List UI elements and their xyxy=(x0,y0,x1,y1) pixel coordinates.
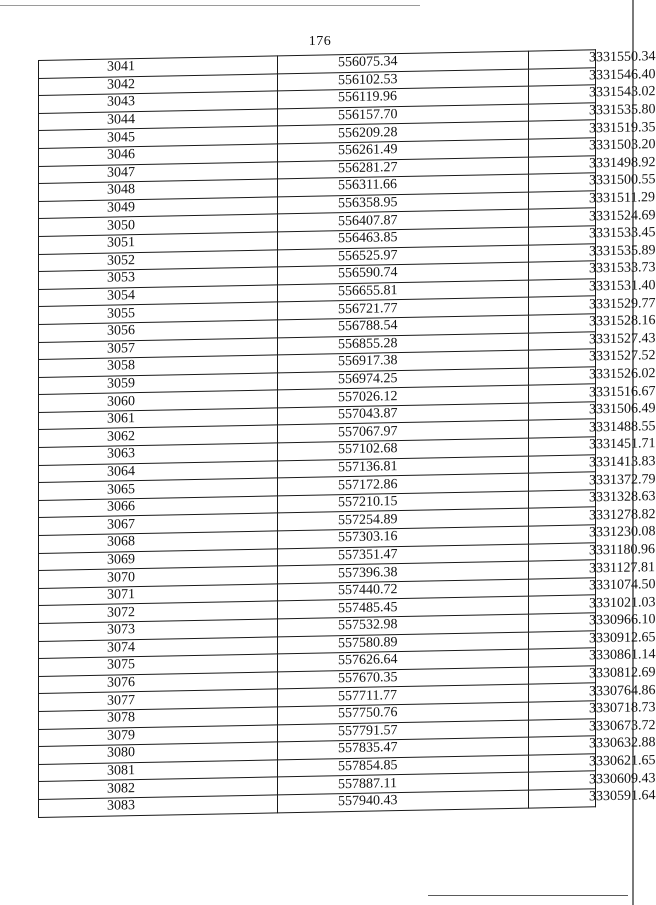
point-number-cell: 3064 xyxy=(39,461,278,483)
x-coordinate-cell: 557626.64 xyxy=(278,649,529,671)
y-coordinate-cell: 3331413.83 xyxy=(529,454,596,473)
point-number-cell: 3048 xyxy=(39,179,278,201)
x-coordinate-cell: 557485.45 xyxy=(278,596,529,618)
point-number-cell: 3043 xyxy=(39,91,278,113)
coordinate-table-body xyxy=(39,49,656,817)
point-number-cell: 3059 xyxy=(39,373,278,395)
y-coordinate-cell: 3331372.79 xyxy=(529,472,596,491)
y-coordinate-cell: 3331524.69 xyxy=(529,208,596,227)
y-coordinate-cell: 3330591.64 xyxy=(529,789,596,808)
x-coordinate-cell: 557067.97 xyxy=(278,421,529,443)
y-coordinate-cell: 3331074.50 xyxy=(529,578,596,597)
x-coordinate-cell: 556407.87 xyxy=(278,209,529,231)
y-coordinate-cell: 3331550.34 xyxy=(529,50,596,69)
point-number-cell: 3049 xyxy=(39,197,278,219)
point-number-cell: 3073 xyxy=(39,619,278,641)
x-coordinate-cell: 556358.95 xyxy=(278,192,529,214)
point-number-cell: 3056 xyxy=(39,320,278,342)
point-number-cell: 3057 xyxy=(39,337,278,359)
y-coordinate-cell: 3331535.80 xyxy=(529,103,596,122)
point-number-cell: 3071 xyxy=(39,584,278,606)
point-number-cell: 3058 xyxy=(39,355,278,377)
x-coordinate-cell: 557750.76 xyxy=(278,702,529,724)
x-coordinate-cell: 556525.97 xyxy=(278,245,529,267)
y-coordinate-cell: 3331533.73 xyxy=(529,261,596,280)
x-coordinate-cell: 556788.54 xyxy=(278,315,529,337)
x-coordinate-cell: 557210.15 xyxy=(278,491,529,513)
x-coordinate-cell: 557835.47 xyxy=(278,737,529,759)
y-coordinate-cell: 3331533.45 xyxy=(529,226,596,245)
point-number-cell: 3044 xyxy=(39,109,278,131)
point-number-cell: 3050 xyxy=(39,214,278,236)
x-coordinate-cell: 557440.72 xyxy=(278,579,529,601)
point-number-cell: 3052 xyxy=(39,249,278,271)
y-coordinate-cell: 3330718.73 xyxy=(529,701,596,720)
scan-top-line xyxy=(0,5,420,6)
y-coordinate-cell: 3331180.96 xyxy=(529,542,596,561)
point-number-cell: 3067 xyxy=(39,513,278,535)
x-coordinate-cell: 556590.74 xyxy=(278,262,529,284)
x-coordinate-cell: 556917.38 xyxy=(278,350,529,372)
point-number-cell: 3070 xyxy=(39,566,278,588)
x-coordinate-cell: 556102.53 xyxy=(278,69,529,91)
point-number-cell: 3076 xyxy=(39,672,278,694)
y-coordinate-cell: 3331528.16 xyxy=(529,314,596,333)
point-number-cell: 3068 xyxy=(39,531,278,553)
x-coordinate-cell: 556655.81 xyxy=(278,280,529,302)
point-number-cell: 3041 xyxy=(39,56,278,78)
y-coordinate-cell: 3330764.86 xyxy=(529,683,596,702)
x-coordinate-cell: 556261.49 xyxy=(278,139,529,161)
x-coordinate-cell: 557791.57 xyxy=(278,720,529,742)
y-coordinate-cell: 3330966.10 xyxy=(529,613,596,632)
footer-line xyxy=(428,895,628,896)
y-coordinate-cell: 3331230.08 xyxy=(529,525,596,544)
point-number-cell: 3046 xyxy=(39,144,278,166)
x-coordinate-cell: 556209.28 xyxy=(278,121,529,143)
y-coordinate-cell: 3331506.49 xyxy=(529,402,596,421)
y-coordinate-cell: 3331503.20 xyxy=(529,138,596,157)
y-coordinate-cell: 3331127.81 xyxy=(529,560,596,579)
point-number-cell: 3063 xyxy=(39,443,278,465)
point-number-cell: 3051 xyxy=(39,232,278,254)
point-number-cell: 3079 xyxy=(39,724,278,746)
x-coordinate-cell: 557043.87 xyxy=(278,403,529,425)
y-coordinate-cell: 3330632.88 xyxy=(529,736,596,755)
y-coordinate-cell: 3331500.55 xyxy=(529,173,596,192)
y-coordinate-cell: 3330609.43 xyxy=(529,771,596,790)
x-coordinate-cell: 557711.77 xyxy=(278,684,529,706)
x-coordinate-cell: 557351.47 xyxy=(278,544,529,566)
y-coordinate-cell: 3330912.65 xyxy=(529,630,596,649)
y-coordinate-cell: 3331546.40 xyxy=(529,67,596,86)
point-number-cell: 3069 xyxy=(39,549,278,571)
y-coordinate-cell: 3331488.55 xyxy=(529,419,596,438)
point-number-cell: 3055 xyxy=(39,302,278,324)
x-coordinate-cell: 557172.86 xyxy=(278,473,529,495)
point-number-cell: 3075 xyxy=(39,654,278,676)
x-coordinate-cell: 556974.25 xyxy=(278,368,529,390)
x-coordinate-cell: 556157.70 xyxy=(278,104,529,126)
point-number-cell: 3078 xyxy=(39,707,278,729)
point-number-cell: 3081 xyxy=(39,760,278,782)
point-number-cell: 3053 xyxy=(39,267,278,289)
y-coordinate-cell: 3331527.43 xyxy=(529,331,596,350)
x-coordinate-cell: 557396.38 xyxy=(278,561,529,583)
point-number-cell: 3065 xyxy=(39,478,278,500)
x-coordinate-cell: 557940.43 xyxy=(278,790,529,812)
point-number-cell: 3060 xyxy=(39,390,278,412)
y-coordinate-cell: 3331519.35 xyxy=(529,120,596,139)
y-coordinate-cell: 3330861.14 xyxy=(529,648,596,667)
y-coordinate-cell: 3331543.02 xyxy=(529,85,596,104)
point-number-cell: 3082 xyxy=(39,777,278,799)
x-coordinate-cell: 556075.34 xyxy=(278,51,529,73)
point-number-cell: 3045 xyxy=(39,126,278,148)
x-coordinate-cell: 557887.11 xyxy=(278,772,529,794)
point-number-cell: 3061 xyxy=(39,408,278,430)
point-number-cell: 3083 xyxy=(39,795,278,817)
y-coordinate-cell: 3331529.77 xyxy=(529,296,596,315)
point-number-cell: 3042 xyxy=(39,73,278,95)
coordinate-table-wrapper xyxy=(38,49,656,817)
x-coordinate-cell: 556855.28 xyxy=(278,333,529,355)
point-number-cell: 3080 xyxy=(39,742,278,764)
y-coordinate-cell: 3331527.52 xyxy=(529,349,596,368)
point-number-cell: 3047 xyxy=(39,161,278,183)
y-coordinate-cell: 3331535.89 xyxy=(529,243,596,262)
point-number-cell: 3072 xyxy=(39,601,278,623)
y-coordinate-cell: 3331278.82 xyxy=(529,507,596,526)
point-number-cell: 3062 xyxy=(39,425,278,447)
y-coordinate-cell: 3331451.71 xyxy=(529,437,596,456)
y-coordinate-cell: 3331498.92 xyxy=(529,155,596,174)
coordinate-table xyxy=(38,49,656,817)
x-coordinate-cell: 557136.81 xyxy=(278,456,529,478)
x-coordinate-cell: 557026.12 xyxy=(278,385,529,407)
y-coordinate-cell: 3331516.67 xyxy=(529,384,596,403)
y-coordinate-cell: 3331511.29 xyxy=(529,191,596,210)
x-coordinate-cell: 557580.89 xyxy=(278,632,529,654)
x-coordinate-cell: 557102.68 xyxy=(278,438,529,460)
y-coordinate-cell: 3330621.65 xyxy=(529,754,596,773)
x-coordinate-cell: 556119.96 xyxy=(278,86,529,108)
y-coordinate-cell: 3331328.63 xyxy=(529,490,596,509)
y-coordinate-cell: 3331526.02 xyxy=(529,366,596,385)
y-coordinate-cell: 3331021.03 xyxy=(529,595,596,614)
x-coordinate-cell: 556721.77 xyxy=(278,297,529,319)
y-coordinate-cell: 3331531.40 xyxy=(529,279,596,298)
point-number-cell: 3077 xyxy=(39,689,278,711)
x-coordinate-cell: 556463.85 xyxy=(278,227,529,249)
x-coordinate-cell: 557670.35 xyxy=(278,667,529,689)
x-coordinate-cell: 556311.66 xyxy=(278,174,529,196)
point-number-cell: 3054 xyxy=(39,285,278,307)
page-number: 176 xyxy=(308,34,332,49)
y-coordinate-cell: 3330812.69 xyxy=(529,666,596,685)
point-number-cell: 3074 xyxy=(39,636,278,658)
y-coordinate-cell: 3330673.72 xyxy=(529,718,596,737)
point-number-cell: 3066 xyxy=(39,496,278,518)
x-coordinate-cell: 557254.89 xyxy=(278,509,529,531)
x-coordinate-cell: 557532.98 xyxy=(278,614,529,636)
x-coordinate-cell: 556281.27 xyxy=(278,157,529,179)
x-coordinate-cell: 557854.85 xyxy=(278,755,529,777)
x-coordinate-cell: 557303.16 xyxy=(278,526,529,548)
